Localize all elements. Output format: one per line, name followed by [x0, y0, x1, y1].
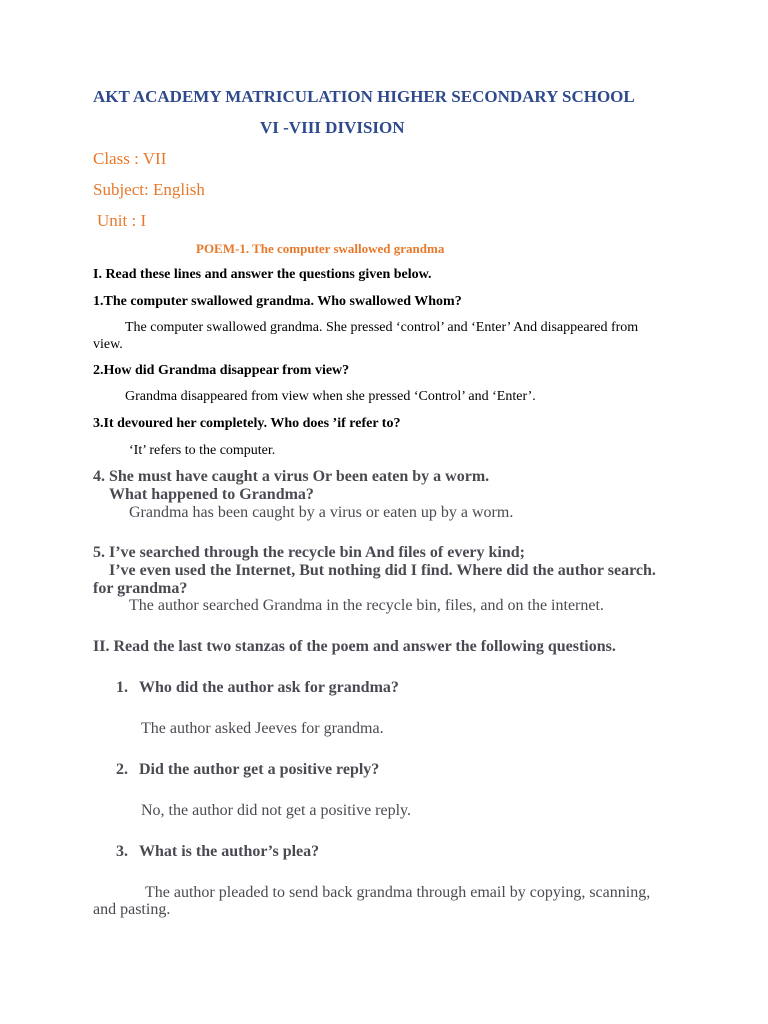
subject-label: Subject: English	[93, 180, 205, 199]
division-title: VI -VIII DIVISION	[260, 118, 405, 137]
answer-2: Grandma disappeared from view when she pressed ‘Control’ and ‘Enter’.	[125, 389, 536, 404]
poem-title: POEM-1. The computer swallowed grandma	[196, 241, 445, 256]
s2-answer-1: The author asked Jeeves for grandma.	[141, 720, 384, 737]
question-5-line2: I’ve even used the Internet, But nothing did I find. Where did the author search.	[109, 562, 656, 579]
question-5-line1: 5. I’ve searched through the recycle bin And files of every kind;	[93, 544, 525, 561]
section1-heading: I. Read these lines and answer the questions given below.	[93, 267, 432, 282]
s2-question-3: What is the author’s plea?	[139, 843, 320, 860]
s2-answer-3-line2: and pasting.	[93, 901, 171, 918]
question-1: 1.The computer swallowed grandma. Who swallowed Whom?	[93, 294, 462, 309]
answer-5: The author searched Grandma in the recycle bin, files, and on the internet.	[129, 597, 604, 614]
s2-answer-3-line1: The author pleaded to send back grandma through email by copying, scanning,	[145, 884, 651, 901]
unit-label: Unit : I	[97, 211, 147, 230]
question-4-line1: 4. She must have caught a virus Or been eaten by a worm.	[93, 468, 490, 485]
question-4-line2: What happened to Grandma?	[109, 486, 314, 503]
answer-1-line2: view.	[93, 337, 123, 352]
class-label: Class : VII	[93, 149, 167, 168]
answer-1-line1: The computer swallowed grandma. She pressed ‘control’ and ‘Enter’ And disappeared from	[125, 320, 639, 335]
s2-question-2: Did the author get a positive reply?	[139, 761, 380, 778]
school-name: AKT ACADEMY MATRICULATION HIGHER SECONDARY SCHOOL	[93, 87, 635, 106]
question-5-line3: for grandma?	[93, 580, 188, 597]
section2-heading: II. Read the last two stanzas of the poem and answer the following questions.	[93, 638, 616, 655]
s2-q2-number: 2.	[116, 761, 128, 778]
answer-4: Grandma has been caught by a virus or eaten up by a worm.	[129, 504, 514, 521]
question-3: 3.It devoured her completely. Who does ’if refer to?	[93, 416, 401, 431]
s2-q1-number: 1.	[116, 679, 128, 696]
s2-answer-2: No, the author did not get a positive reply.	[141, 802, 412, 819]
s2-q3-number: 3.	[116, 843, 128, 860]
answer-3: ‘It’ refers to the computer.	[129, 443, 276, 458]
question-2: 2.How did Grandma disappear from view?	[93, 363, 350, 378]
s2-question-1: Who did the author ask for grandma?	[139, 679, 399, 696]
